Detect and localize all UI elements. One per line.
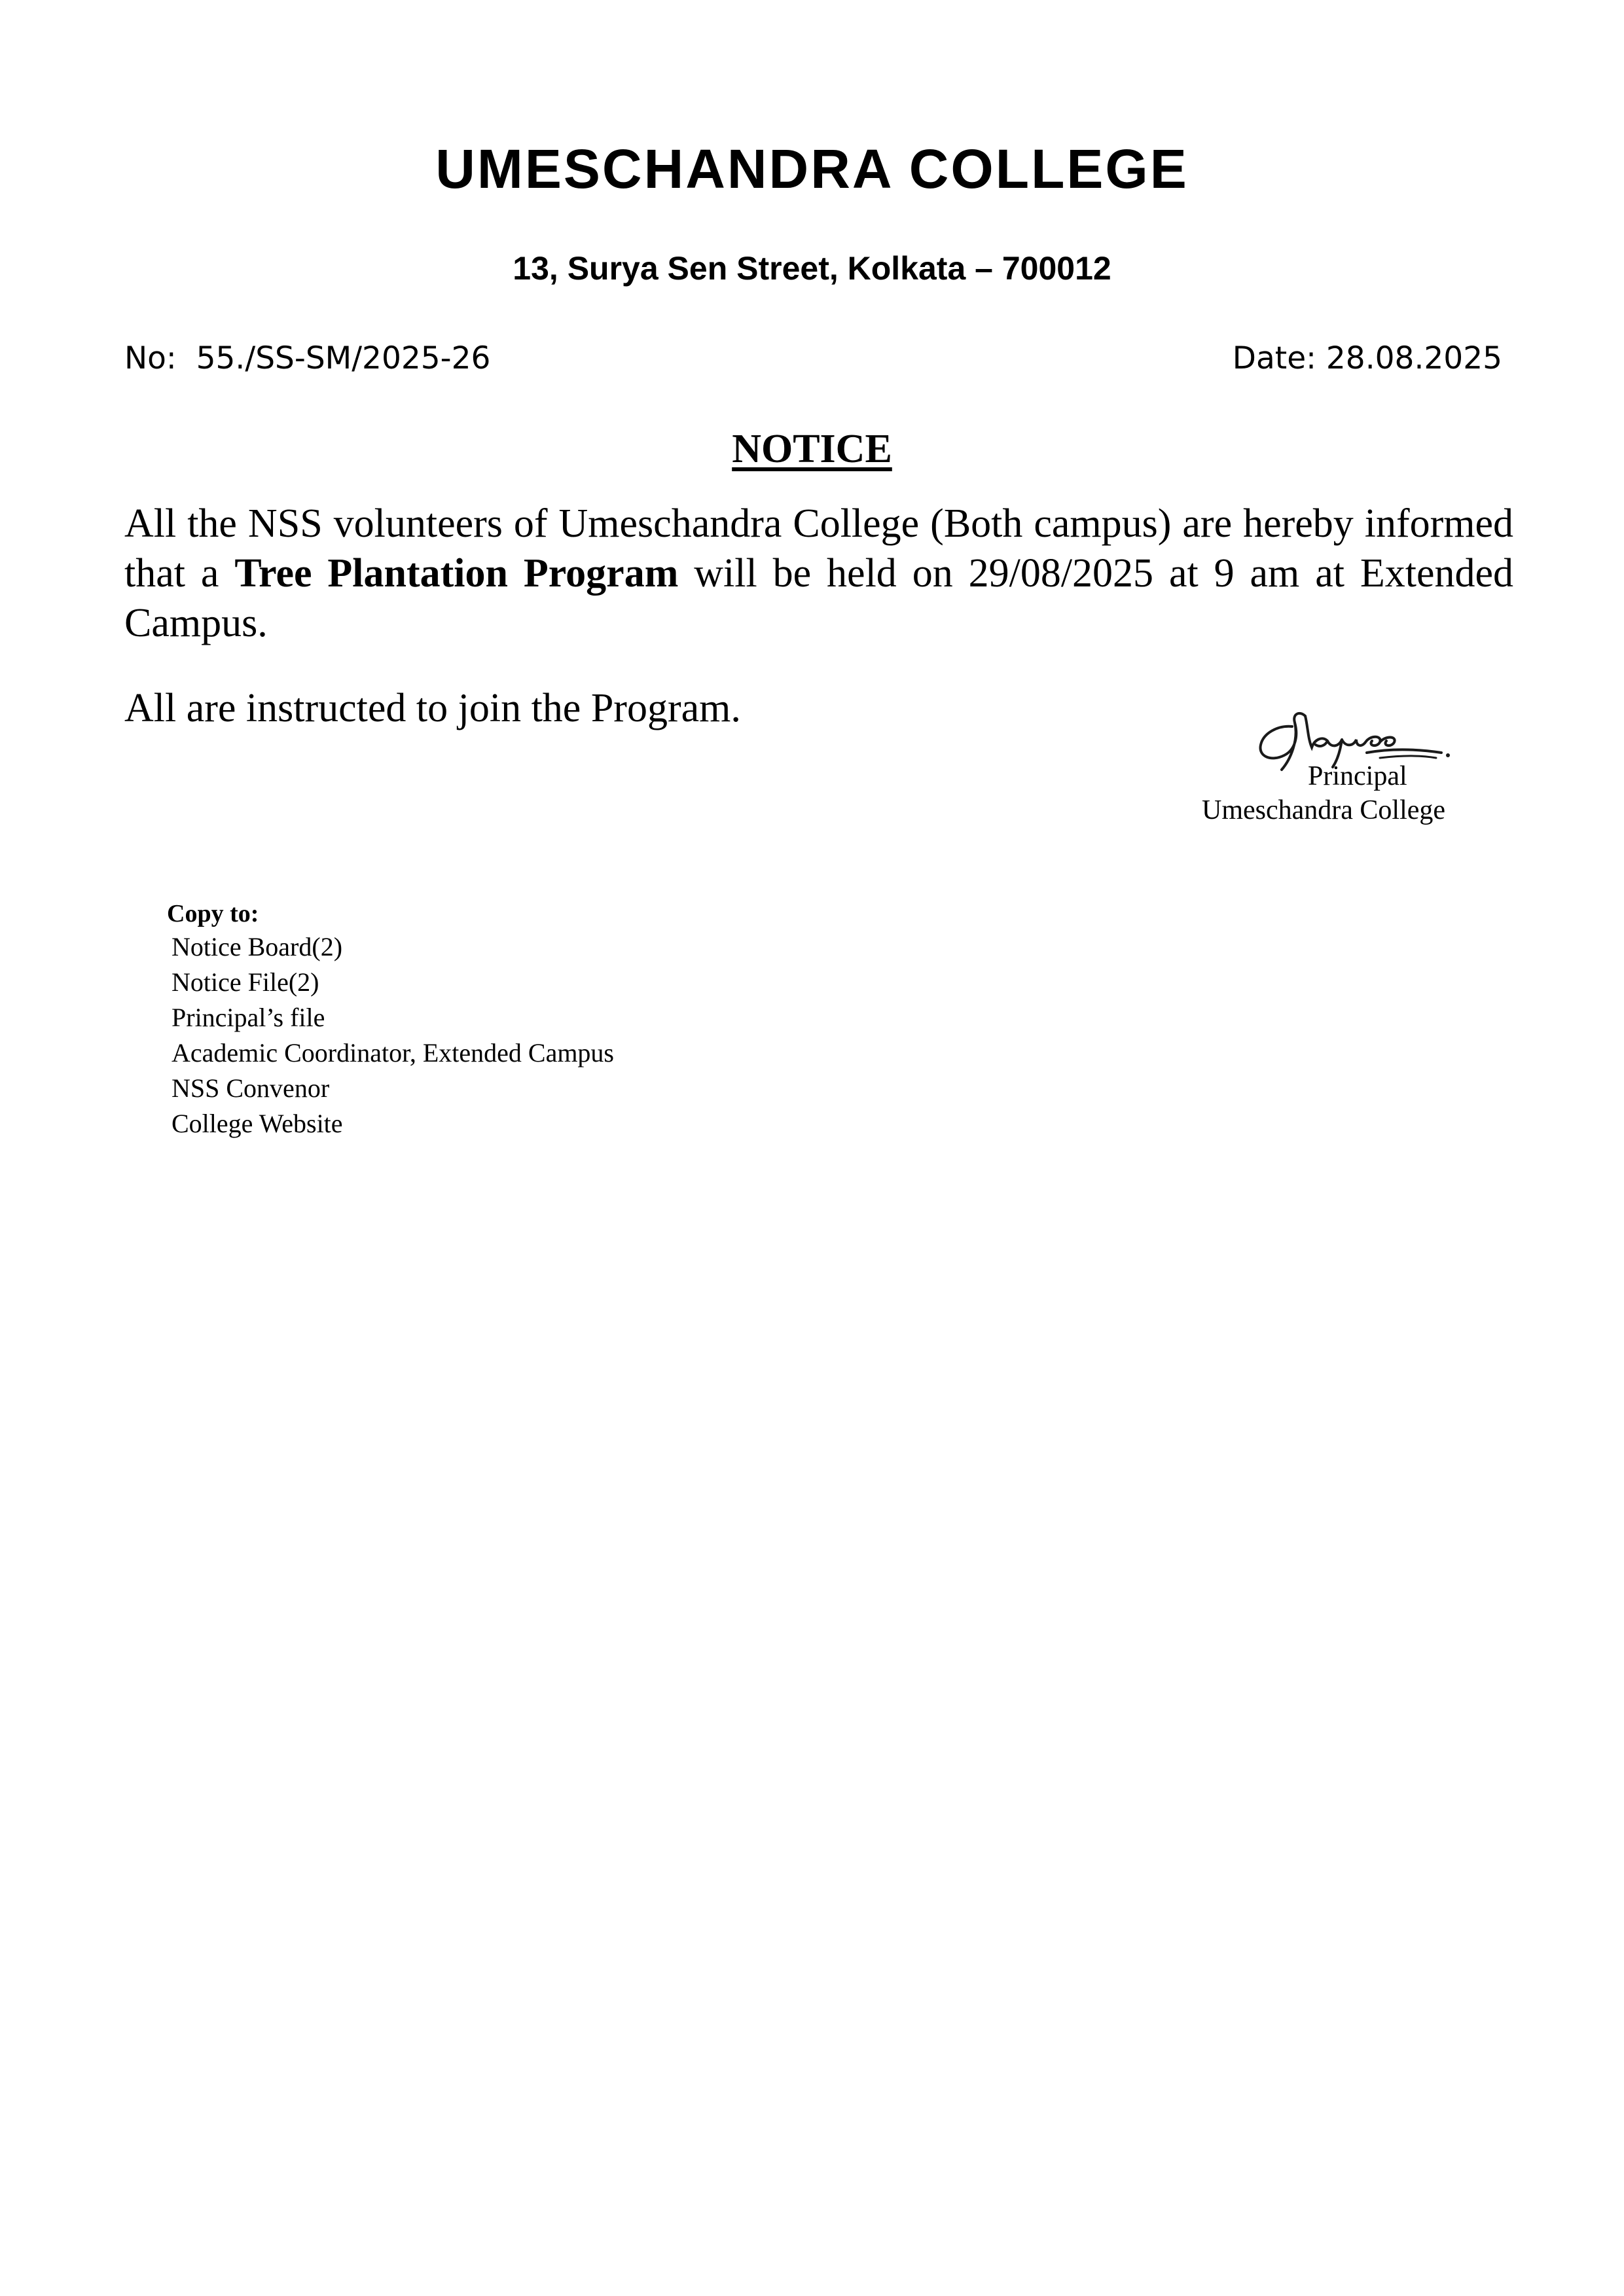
notice-body-text: All the NSS volunteers of Umeschandra College (Both campus) are hereby informed that a [124,501,1513,596]
list-item: Principal’s file [171,1003,325,1032]
list-item: Notice Board(2) [171,932,343,961]
notice-body-text-end: will be held on 29/08/2025 at 9 am at Extended Campus. [124,551,1513,645]
program-name: Tree Plantation Program [234,551,679,596]
list-item: Academic Coordinator, Extended Campus [171,1038,614,1067]
notice-body [124,499,1513,648]
notice-date: Date: 28.08.2025 [1232,340,1502,376]
notice-heading: NOTICE [732,427,892,471]
reference-number: No: 55./SS-SM/2025-26 [124,340,491,376]
list-item: NSS Convenor [171,1073,330,1103]
list-item: College Website [171,1109,343,1138]
copy-to-list [171,929,614,1141]
copy-to-heading: Copy to: [167,900,259,927]
college-address: 13, Surya Sen Street, Kolkata – 700012 [513,250,1111,287]
signatory-institution: Umeschandra College [1202,795,1446,825]
instruction-text: All are instructed to join the Program. [124,686,741,730]
list-item: Notice File(2) [171,967,319,997]
signatory-designation: Principal [1308,761,1407,791]
college-name: UMESCHANDRA COLLEGE [435,138,1189,200]
